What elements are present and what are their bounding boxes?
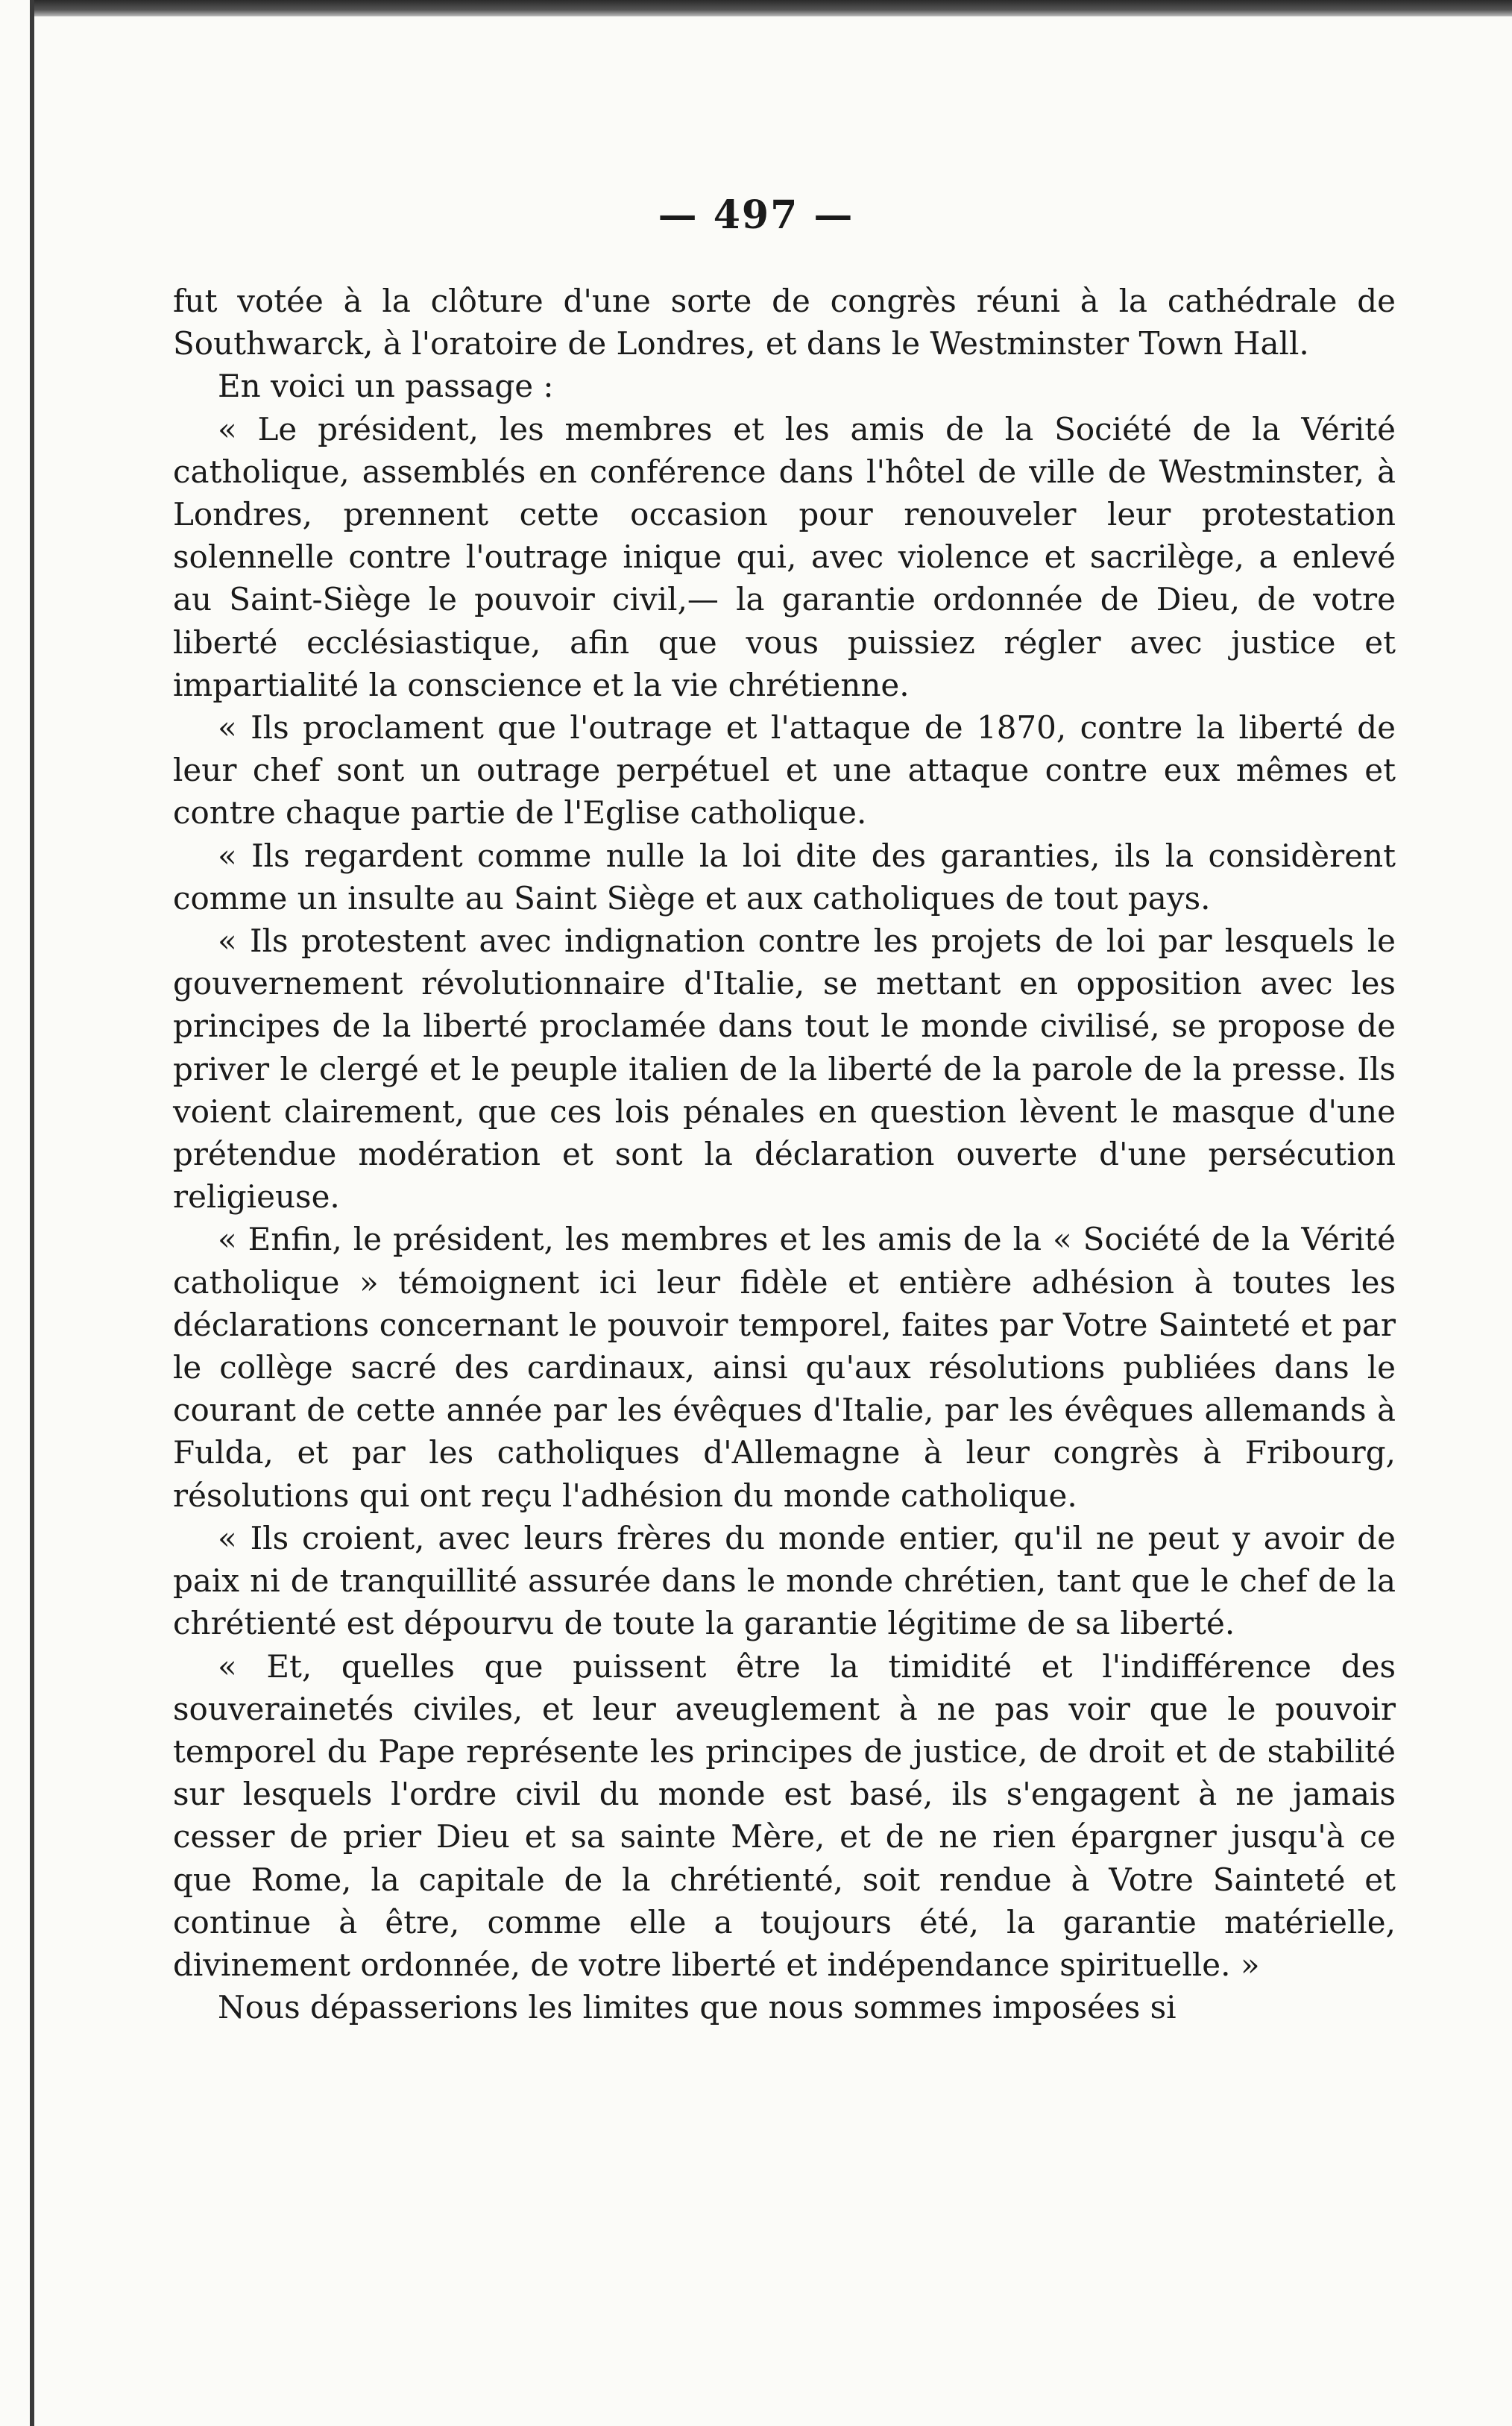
paragraph: « Le président, les membres et les amis de la Société de la Vérité catholique, assemblés en conférence dans l'hôtel de ville de Westminster, à Londres, prennent cette occasion pour renouveler leur protestation solennelle contre l'outrage inique qui, avec violence et sacrilège, a enlevé au Saint-Siège le pouvoir civil,— la garantie ordonnée de Dieu, de votre liberté ecclésiastique, afin que vous puissiez régler avec justice et impartialité la conscience et la vie chrétienne. [173,410,1396,703]
scan-top-edge [30,0,1512,16]
paragraph: « Ils croient, avec leurs frères du monde entier, qu'il ne peut y avoir de paix ni de tranquillité assurée dans le monde chrétien, tant que le chef de la chrétienté est dépourvu de toute la garantie légitime de sa liberté. [173,1519,1396,1642]
paragraph: En voici un passage : [218,368,554,405]
scan-left-edge [30,0,34,2426]
paragraph: Nous dépasserions les limites que nous sommes imposées si [218,1989,1176,2026]
paragraph: « Ils protestent avec indignation contre les projets de loi par lesquels le gouvernement révolutionnaire d'Italie, se mettant en opposition avec les principes de la liberté proclamée dans tout le monde civilisé, se propose de priver le clergé et le peuple italien de la liberté de la parole de la presse. Ils voient clairement, que ces lois pénales en question lèvent le masque d'une prétendue modération et sont la déclaration ouverte d'une persécution religieuse. [173,923,1396,1216]
paragraph: « Et, quelles que puissent être la timidité et l'indifférence des souverainetés civiles, et leur aveuglement à ne pas voir que le pouvoir temporel du Pape représente les principes de justice, de droit et de stabilité sur lesquels l'ordre civil du monde est basé, ils s'engagent à ne jamais cesser de prier Dieu et sa sainte Mère, et de ne rien épargner jusqu'à ce que Rome, la capitale de la chrétienté, soit rendue à Votre Sainteté et continue à être, comme elle a toujours été, la garantie matérielle, divinement ordonnée, de votre liberté et indépendance spirituelle. » [173,1647,1396,1983]
paragraph: « Ils regardent comme nulle la loi dite des garanties, ils la considèrent comme un insulte au Saint Siège et aux catholiques de tout pays. [173,837,1396,917]
body-text [173,280,1396,2029]
page-number: — 497 — [658,192,854,238]
paragraph: « Enfin, le président, les membres et les amis de la « Société de la Vérité catholique » témoignent ici leur fidèle et entière adhésion à toutes les déclarations concernant le pouvoir temporel, faites par Votre Sainteté et par le collège sacré des cardinaux, ainsi qu'aux résolutions publiées dans le courant de cette année par les évêques d'Italie, par les évêques allemands à Fulda, et par les catholiques d'Allemagne à leur congrès à Fribourg, résolutions qui ont reçu l'adhésion du monde catholique. [173,1221,1396,1514]
paragraph: « Ils proclament que l'outrage et l'attaque de 1870, contre la liberté de leur chef sont un outrage perpétuel et une attaque contre eux mêmes et contre chaque partie de l'Eglise catholique. [173,709,1396,832]
paragraph: fut votée à la clôture d'une sorte de congrès réuni à la cathédrale de Southwarck, à l'oratoire de Londres, et dans le Westminster Town Hall. [173,283,1396,362]
